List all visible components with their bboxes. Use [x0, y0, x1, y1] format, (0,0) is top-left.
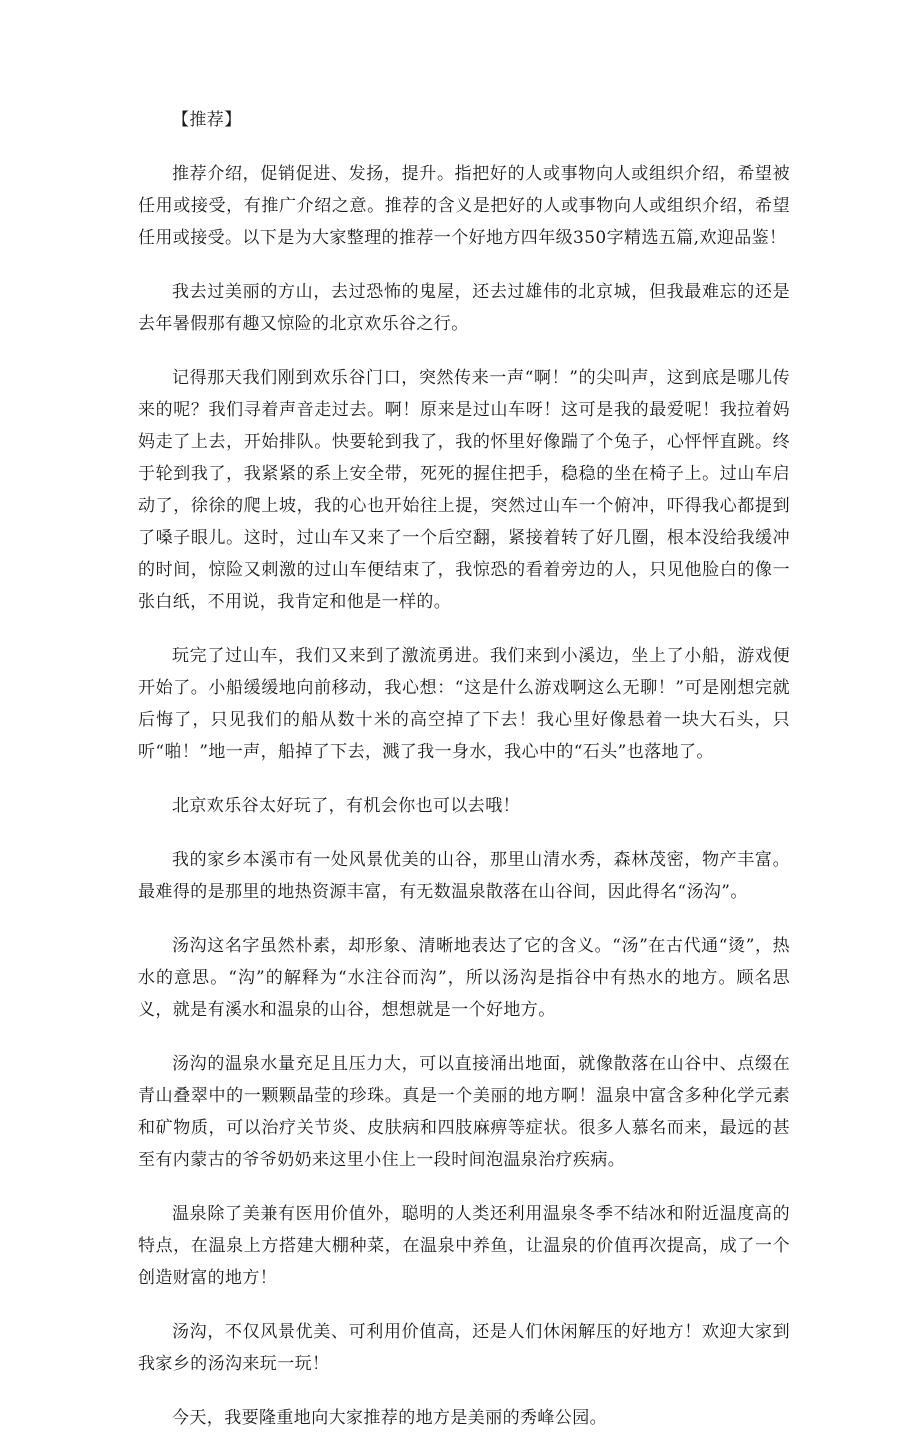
paragraph: 温泉除了美兼有医用价值外，聪明的人类还利用温泉冬季不结冰和附近温度高的特点，在温泉上方搭建大棚种菜，在温泉中养鱼，让温泉的价值再次提高，成了一个创造财富的地方！: [138, 1204, 790, 1288]
paragraph: 今天，我要隆重地向大家推荐的地方是美丽的秀峰公园。: [172, 1408, 607, 1428]
paragraph: 我的家乡本溪市有一处风景优美的山谷，那里山清水秀，森林茂密，物产丰富。最难得的是那里的地热资源丰富，有无数温泉散落在山谷间，因此得名“汤沟”。: [138, 850, 790, 902]
document-body: [138, 104, 790, 1456]
paragraph: 汤沟的温泉水量充足且压力大，可以直接涌出地面，就像散落在山谷中、点缀在青山叠翠中的一颗颗晶莹的珍珠。真是一个美丽的地方啊！温泉中富含多种化学元素和矿物质，可以治疗关节炎、皮肤病和四肢麻痹等症状。很多人慕名而来，最远的甚至有内蒙古的爷爷奶奶来这里小住上一段时间泡温泉治疗疾病。: [138, 1054, 790, 1170]
section-heading: 【推荐】: [172, 110, 242, 130]
paragraph: 汤沟这名字虽然朴素，却形象、清晰地表达了它的含义。“汤”在古代通“烫”，热水的意思。“沟”的解释为“水注谷而沟”，所以汤沟是指谷中有热水的地方。顾名思义，就是有溪水和温泉的山谷，想想就是一个好地方。: [138, 936, 790, 1020]
paragraph: 北京欢乐谷太好玩了，有机会你也可以去哦！: [172, 796, 520, 816]
paragraph: 汤沟，不仅风景优美、可利用价值高，还是人们休闲解压的好地方！欢迎大家到我家乡的汤沟来玩一玩！: [138, 1322, 790, 1374]
paragraph: 玩完了过山车，我们又来到了激流勇进。我们来到小溪边，坐上了小船，游戏便开始了。小船缓缓地向前移动，我心想：“这是什么游戏啊这么无聊！”可是刚想完就后悔了，只见我们的船从数十米的高空掉了下去！我心里好像悬着一块大石头，只听“啪！”地一声，船掉了下去，溅了我一身水，我心中的“石头”也落地了。: [138, 646, 790, 762]
paragraph-intro: 推荐介绍，促销促进、发扬，提升。指把好的人或事物向人或组织介绍，希望被任用或接受，有推广介绍之意。推荐的含义是把好的人或事物向人或组织介绍，希望任用或接受。以下是为大家整理的推荐一个好地方四年级350字精选五篇,欢迎品鉴！: [138, 164, 790, 248]
paragraph: 我去过美丽的方山，去过恐怖的鬼屋，还去过雄伟的北京城，但我最难忘的还是去年暑假那有趣又惊险的北京欢乐谷之行。: [138, 282, 790, 334]
paragraph: 记得那天我们刚到欢乐谷门口，突然传来一声“啊！”的尖叫声，这到底是哪儿传来的呢？我们寻着声音走过去。啊！原来是过山车呀！这可是我的最爱呢！我拉着妈妈走了上去，开始排队。快要轮到我了，我的怀里好像踹了个兔子，心怦怦直跳。终于轮到我了，我紧紧的系上安全带，死死的握住把手，稳稳的坐在椅子上。过山车启动了，徐徐的爬上坡，我的心也开始往上提，突然过山车一个俯冲，吓得我心都提到了嗓子眼儿。这时，过山车又来了一个后空翻，紧接着转了好几圈，根本没给我缓冲的时间，惊险又刺激的过山车便结束了，我惊恐的看着旁边的人，只见他脸白的像一张白纸，不用说，我肯定和他是一样的。: [138, 368, 790, 612]
